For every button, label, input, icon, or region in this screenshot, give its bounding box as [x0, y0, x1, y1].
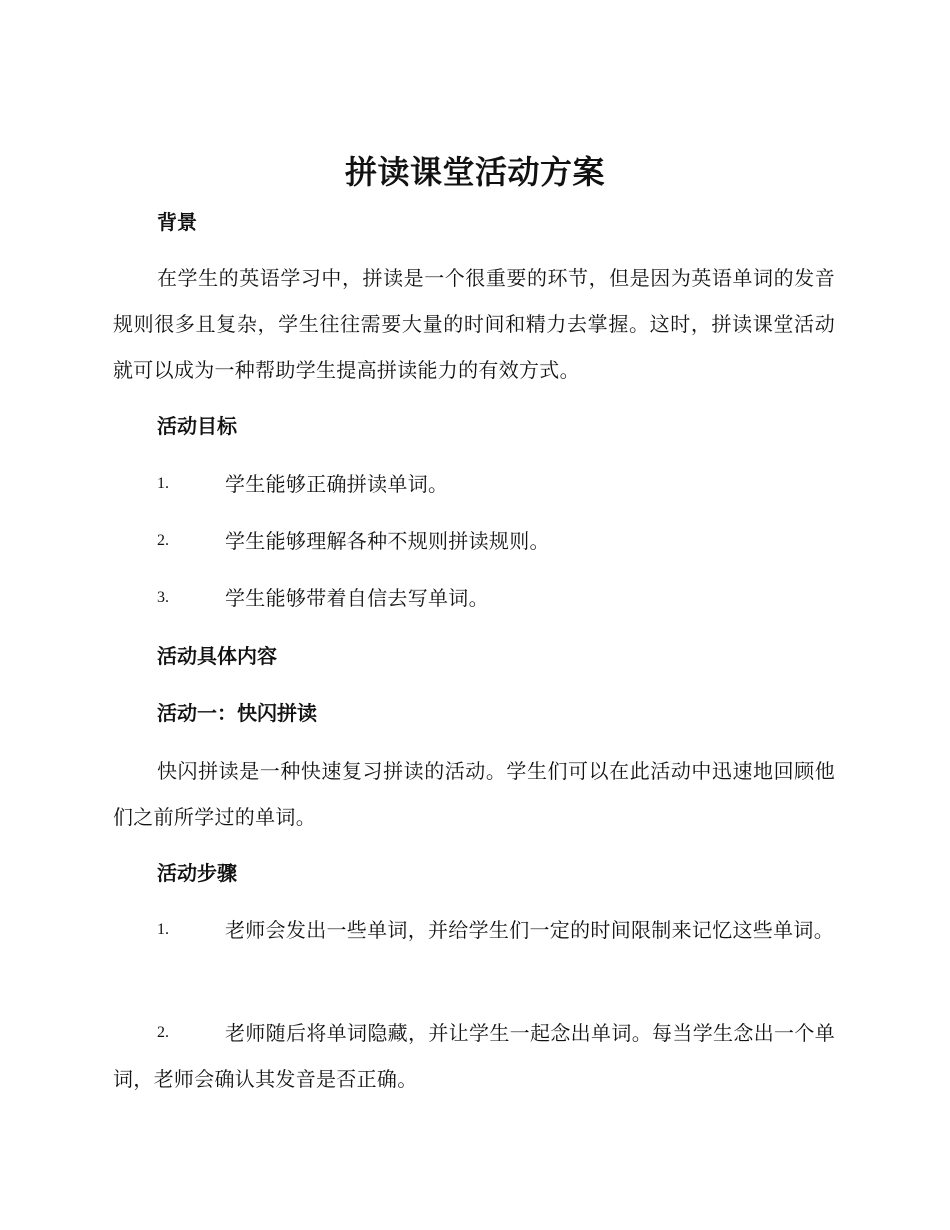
goal-item-text: 学生能够正确拼读单词。 [225, 472, 449, 496]
heading-background: 背景 [157, 210, 197, 234]
paragraph-activity-one: 快闪拼读是一种快速复习拼读的活动。学生们可以在此活动中迅速地回顾他们之前所学过的单词。 [113, 759, 835, 829]
goal-item-number: 2. [157, 532, 169, 549]
heading-content: 活动具体内容 [157, 644, 277, 668]
step-item [113, 907, 835, 953]
goal-item [113, 518, 835, 564]
heading-steps: 活动步骤 [157, 861, 237, 885]
document-title: 拼读课堂活动方案 [344, 153, 605, 191]
goal-item-number: 1. [157, 475, 169, 492]
goal-item-text: 学生能够理解各种不规则拼读规则。 [225, 529, 550, 553]
step-item-number: 1. [157, 921, 169, 938]
heading-activity-one: 活动一：快闪拼读 [157, 701, 317, 725]
step-item-text: 老师会发出一些单词，并给学生们一定的时间限制来记忆这些单词。 [225, 918, 834, 942]
step-item [113, 1010, 835, 1102]
paragraph-background: 在学生的英语学习中，拼读是一个很重要的环节，但是因为英语单词的发音规则很多且复杂，学生往往需要大量的时间和精力去掌握。这时，拼读课堂活动就可以成为一种帮助学生提高拼读能力的有效方式。 [113, 266, 835, 382]
step-item-text: 老师随后将单词隐藏，并让学生一起念出单词。每当学生念出一个单词，老师会确认其发音是否正确。 [113, 1021, 835, 1091]
step-item-number: 2. [157, 1024, 169, 1041]
goal-item [113, 575, 835, 621]
heading-goals: 活动目标 [157, 414, 237, 438]
goal-item [113, 461, 835, 507]
goal-item-number: 3. [157, 589, 169, 606]
goal-item-text: 学生能够带着自信去写单词。 [225, 586, 489, 610]
